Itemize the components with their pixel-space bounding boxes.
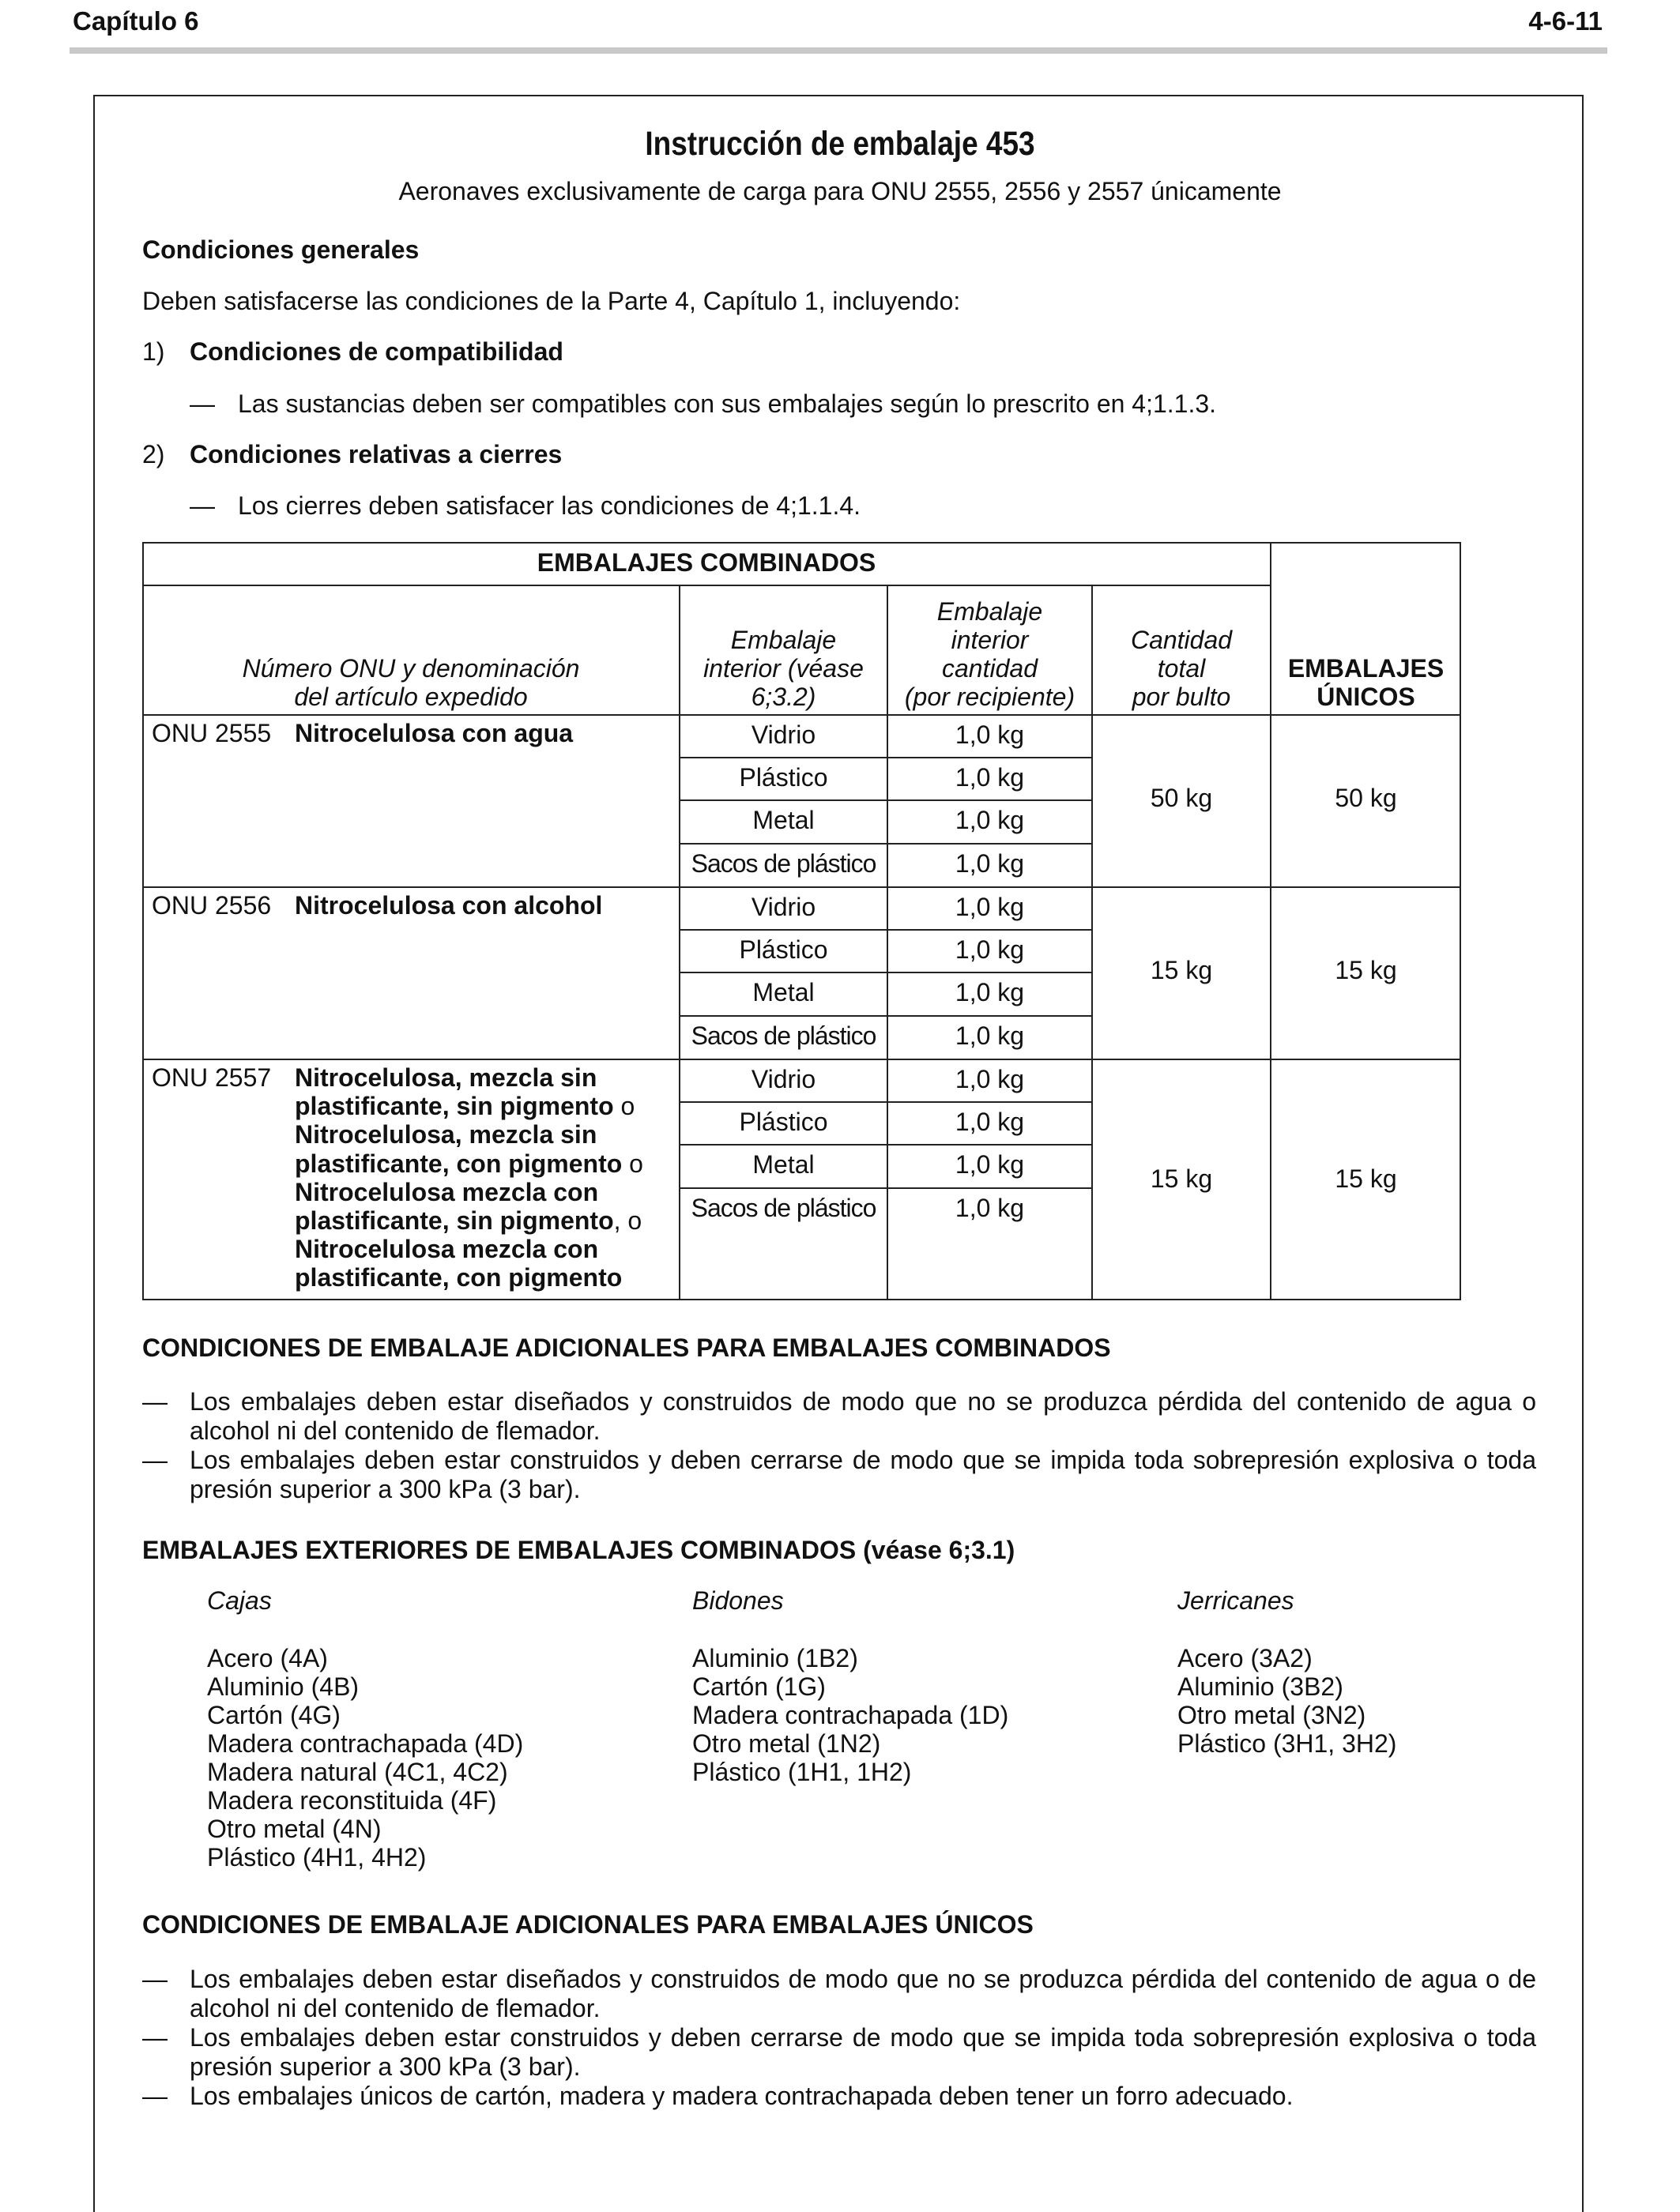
col-header-single-line: EMBALAJES bbox=[1287, 654, 1445, 683]
article-name: plastificante, sin pigmento bbox=[295, 1092, 614, 1121]
single-packaging: 50 kg bbox=[1335, 784, 1397, 812]
list-item: Cartón (1G) bbox=[692, 1672, 826, 1701]
total-per-package: 50 kg bbox=[1150, 784, 1213, 812]
inner-quantity: 1,0 kg bbox=[955, 849, 1025, 878]
table-row-rule bbox=[680, 799, 1092, 801]
inner-quantity: 1,0 kg bbox=[955, 1065, 1025, 1093]
table-row-rule bbox=[680, 972, 1092, 973]
col-header-single bbox=[1271, 586, 1461, 711]
inner-packaging: Vidrio bbox=[751, 720, 816, 749]
list-item bbox=[142, 1965, 1536, 2023]
inner-packaging: Plástico bbox=[739, 1108, 828, 1136]
list-item bbox=[142, 1446, 1536, 1504]
article-name: Nitrocelulosa, mezcla sin bbox=[295, 1120, 597, 1149]
inner-packaging: Vidrio bbox=[751, 893, 816, 921]
chapter-label: Capítulo 6 bbox=[73, 6, 199, 36]
page-number: 4-6-11 bbox=[1528, 6, 1603, 36]
item1-text: Las sustancias deben ser compatibles con sus embalajes según lo prescrito en 4;1.1.3. bbox=[238, 389, 1217, 418]
single-conditions-heading: CONDICIONES DE EMBALAJE ADICIONALES PARA EMBALAJES ÚNICOS bbox=[142, 1910, 1034, 1939]
list-item: Madera contrachapada (4D) bbox=[207, 1729, 524, 1758]
list-item: Otro metal (1N2) bbox=[692, 1729, 881, 1758]
inner-packaging: Metal bbox=[752, 806, 815, 834]
item2-dash: — bbox=[190, 491, 215, 520]
inner-packaging: Metal bbox=[752, 978, 815, 1006]
single-packaging: 15 kg bbox=[1335, 1164, 1397, 1193]
inner-quantity: 1,0 kg bbox=[955, 720, 1025, 749]
article-name: plastificante, con pigmento bbox=[295, 1149, 623, 1178]
dash-marker: — bbox=[142, 1446, 168, 1474]
inner-quantity: 1,0 kg bbox=[955, 978, 1025, 1006]
table-border-top bbox=[142, 542, 1461, 544]
item1-number: 1) bbox=[142, 337, 165, 366]
list-item: Acero (3A2) bbox=[1177, 1644, 1313, 1672]
list-item bbox=[142, 2082, 1536, 2111]
single-packaging: 15 kg bbox=[1335, 956, 1397, 984]
article-name: Nitrocelulosa mezcla con bbox=[295, 1177, 599, 1206]
table-row-rule bbox=[680, 757, 1092, 758]
col-header-qty-line: cantidad bbox=[942, 654, 1038, 683]
col-header-total-line: Cantidad bbox=[1130, 626, 1233, 654]
list-item: Aluminio (1B2) bbox=[692, 1644, 858, 1672]
col-header-inner-line: interior (véase bbox=[703, 654, 864, 683]
list-item: Acero (4A) bbox=[207, 1644, 328, 1672]
jerricans-column bbox=[1177, 1586, 1396, 1758]
dash-marker: — bbox=[142, 1965, 168, 1993]
list-item: Plástico (4H1, 4H2) bbox=[207, 1843, 427, 1872]
inner-quantity: 1,0 kg bbox=[955, 935, 1025, 964]
table-header-rule bbox=[142, 714, 1461, 716]
col-header-un-line: del artículo expedido bbox=[294, 683, 528, 711]
list-item: Plástico (1H1, 1H2) bbox=[692, 1758, 912, 1786]
list-item-text: Los embalajes deben estar diseñados y construidos de modo que no se produzca pérdida del contenido de agua o de alcohol ni del contenido de flemador. bbox=[190, 1965, 1536, 2022]
item2-title: Condiciones relativas a cierres bbox=[190, 440, 563, 468]
article-name: Nitrocelulosa, mezcla sin bbox=[295, 1063, 597, 1092]
combined-conditions-heading: CONDICIONES DE EMBALAJE ADICIONALES PARA EMBALAJES COMBINADOS bbox=[142, 1334, 1111, 1362]
list-item: Cartón (4G) bbox=[207, 1701, 341, 1729]
drums-column bbox=[692, 1586, 1008, 1786]
inner-quantity: 1,0 kg bbox=[955, 1150, 1025, 1179]
list-item bbox=[142, 1387, 1536, 1446]
table-group-header: EMBALAJES COMBINADOS bbox=[537, 548, 876, 577]
item1-title: Condiciones de compatibilidad bbox=[190, 337, 563, 366]
article-name: plastificante, con pigmento bbox=[295, 1263, 623, 1292]
outer-packaging-heading: EMBALAJES EXTERIORES DE EMBALAJES COMBINADOS (véase 6;3.1) bbox=[142, 1536, 1015, 1564]
article-name: Nitrocelulosa con alcohol bbox=[295, 891, 603, 920]
item1-dash: — bbox=[190, 389, 215, 418]
inner-quantity: 1,0 kg bbox=[955, 1194, 1025, 1222]
list-item: Otro metal (3N2) bbox=[1177, 1701, 1366, 1729]
col-header-un-line: Número ONU y denominación bbox=[242, 654, 580, 683]
article-connector: o bbox=[613, 1092, 635, 1121]
table-row-rule bbox=[680, 929, 1092, 931]
article-name-block bbox=[295, 1063, 643, 1292]
article-connector: o bbox=[622, 1149, 643, 1178]
col-header-total-line: por bulto bbox=[1132, 683, 1231, 711]
un-number: ONU 2557 bbox=[152, 1063, 272, 1092]
general-heading: Condiciones generales bbox=[142, 235, 420, 264]
col-header-inner-line: Embalaje bbox=[730, 626, 837, 654]
instruction-title: Instrucción de embalaje 453 bbox=[645, 125, 1035, 163]
article-name: plastificante, sin pigmento bbox=[295, 1206, 614, 1236]
list-item bbox=[142, 2023, 1536, 2082]
total-per-package: 15 kg bbox=[1150, 956, 1213, 984]
list-item-text: Los embalajes deben estar construidos y deben cerrarse de modo que se impida toda sobrepresión explosiva o toda presión superior a 300 kPa (3 bar). bbox=[190, 2023, 1536, 2081]
dash-marker: — bbox=[142, 2023, 168, 2052]
list-item: Plástico (3H1, 3H2) bbox=[1177, 1729, 1397, 1758]
list-item: Madera natural (4C1, 4C2) bbox=[207, 1758, 508, 1786]
item2-number: 2) bbox=[142, 440, 165, 468]
general-intro: Deben satisfacerse las condiciones de la Parte 4, Capítulo 1, incluyendo: bbox=[142, 287, 961, 315]
inner-quantity: 1,0 kg bbox=[955, 1021, 1025, 1050]
inner-quantity: 1,0 kg bbox=[955, 1108, 1025, 1136]
list-item: Madera contrachapada (1D) bbox=[692, 1701, 1009, 1729]
table-row-rule bbox=[680, 1015, 1092, 1017]
col-header-total-line: total bbox=[1157, 654, 1206, 683]
inner-quantity: 1,0 kg bbox=[955, 806, 1025, 834]
col-header-qty-line: (por recipiente) bbox=[904, 683, 1075, 711]
article-name: Nitrocelulosa mezcla con bbox=[295, 1235, 599, 1264]
col-header-inner-line: 6;3.2) bbox=[751, 683, 816, 711]
col-header-qty-line: interior bbox=[951, 626, 1029, 654]
dash-marker: — bbox=[142, 1387, 168, 1416]
col-header-qty bbox=[887, 586, 1092, 711]
table-group-rule-1 bbox=[142, 886, 1461, 888]
inner-packaging: Sacos de plástico bbox=[691, 1021, 876, 1050]
table-row-rule bbox=[680, 1101, 1092, 1103]
inner-packaging: Sacos de plástico bbox=[691, 849, 876, 878]
boxes-heading: Cajas bbox=[207, 1586, 272, 1615]
dash-marker: — bbox=[142, 2082, 168, 2110]
list-item: Otro metal (4N) bbox=[207, 1815, 382, 1843]
col-header-total bbox=[1092, 586, 1271, 711]
drums-heading: Bidones bbox=[692, 1586, 784, 1615]
table-row-rule bbox=[680, 843, 1092, 845]
single-conditions-list bbox=[142, 1965, 1536, 2111]
jerricans-heading: Jerricanes bbox=[1177, 1586, 1294, 1615]
list-item: Aluminio (3B2) bbox=[1177, 1672, 1343, 1701]
col-header-un bbox=[142, 586, 680, 711]
list-item: Aluminio (4B) bbox=[207, 1672, 360, 1701]
list-item-text: Los embalajes deben estar construidos y deben cerrarse de modo que se impida toda sobrepresión explosiva o toda presión superior a 300 kPa (3 bar). bbox=[190, 1446, 1536, 1503]
article-name: Nitrocelulosa con agua bbox=[295, 719, 574, 747]
list-item-text: Los embalajes deben estar diseñados y construidos de modo que no se produzca pérdida del contenido de agua o alcohol ni del contenido de flemador. bbox=[190, 1387, 1536, 1445]
table-group-rule-2 bbox=[142, 1059, 1461, 1060]
col-header-single-line: ÚNICOS bbox=[1317, 683, 1415, 711]
article-connector: , o bbox=[613, 1206, 642, 1236]
inner-quantity: 1,0 kg bbox=[955, 763, 1025, 792]
table-border-bottom bbox=[142, 1299, 1461, 1300]
col-header-inner bbox=[680, 586, 887, 711]
inner-packaging: Sacos de plástico bbox=[691, 1194, 876, 1222]
table-row-rule bbox=[680, 1144, 1092, 1146]
list-item: Madera reconstituida (4F) bbox=[207, 1786, 497, 1815]
inner-packaging: Vidrio bbox=[751, 1065, 816, 1093]
total-per-package: 15 kg bbox=[1150, 1164, 1213, 1193]
un-number: ONU 2556 bbox=[152, 891, 272, 920]
inner-packaging: Plástico bbox=[739, 763, 828, 792]
col-header-qty-line: Embalaje bbox=[936, 597, 1043, 626]
inner-quantity: 1,0 kg bbox=[955, 893, 1025, 921]
list-item-text: Los embalajes únicos de cartón, madera y madera contrachapada deben tener un forro adecuado. bbox=[190, 2082, 1294, 2110]
boxes-column bbox=[207, 1586, 523, 1872]
header-rule bbox=[70, 47, 1607, 54]
item2-text: Los cierres deben satisfacer las condiciones de 4;1.1.4. bbox=[238, 491, 861, 520]
instruction-subtitle: Aeronaves exclusivamente de carga para ONU 2555, 2556 y 2557 únicamente bbox=[398, 177, 1282, 205]
combined-conditions-list bbox=[142, 1387, 1536, 1504]
packing-table bbox=[142, 542, 1461, 1300]
inner-packaging: Plástico bbox=[739, 935, 828, 964]
un-number: ONU 2555 bbox=[152, 719, 272, 747]
table-row-rule bbox=[680, 1187, 1092, 1189]
inner-packaging: Metal bbox=[752, 1150, 815, 1179]
